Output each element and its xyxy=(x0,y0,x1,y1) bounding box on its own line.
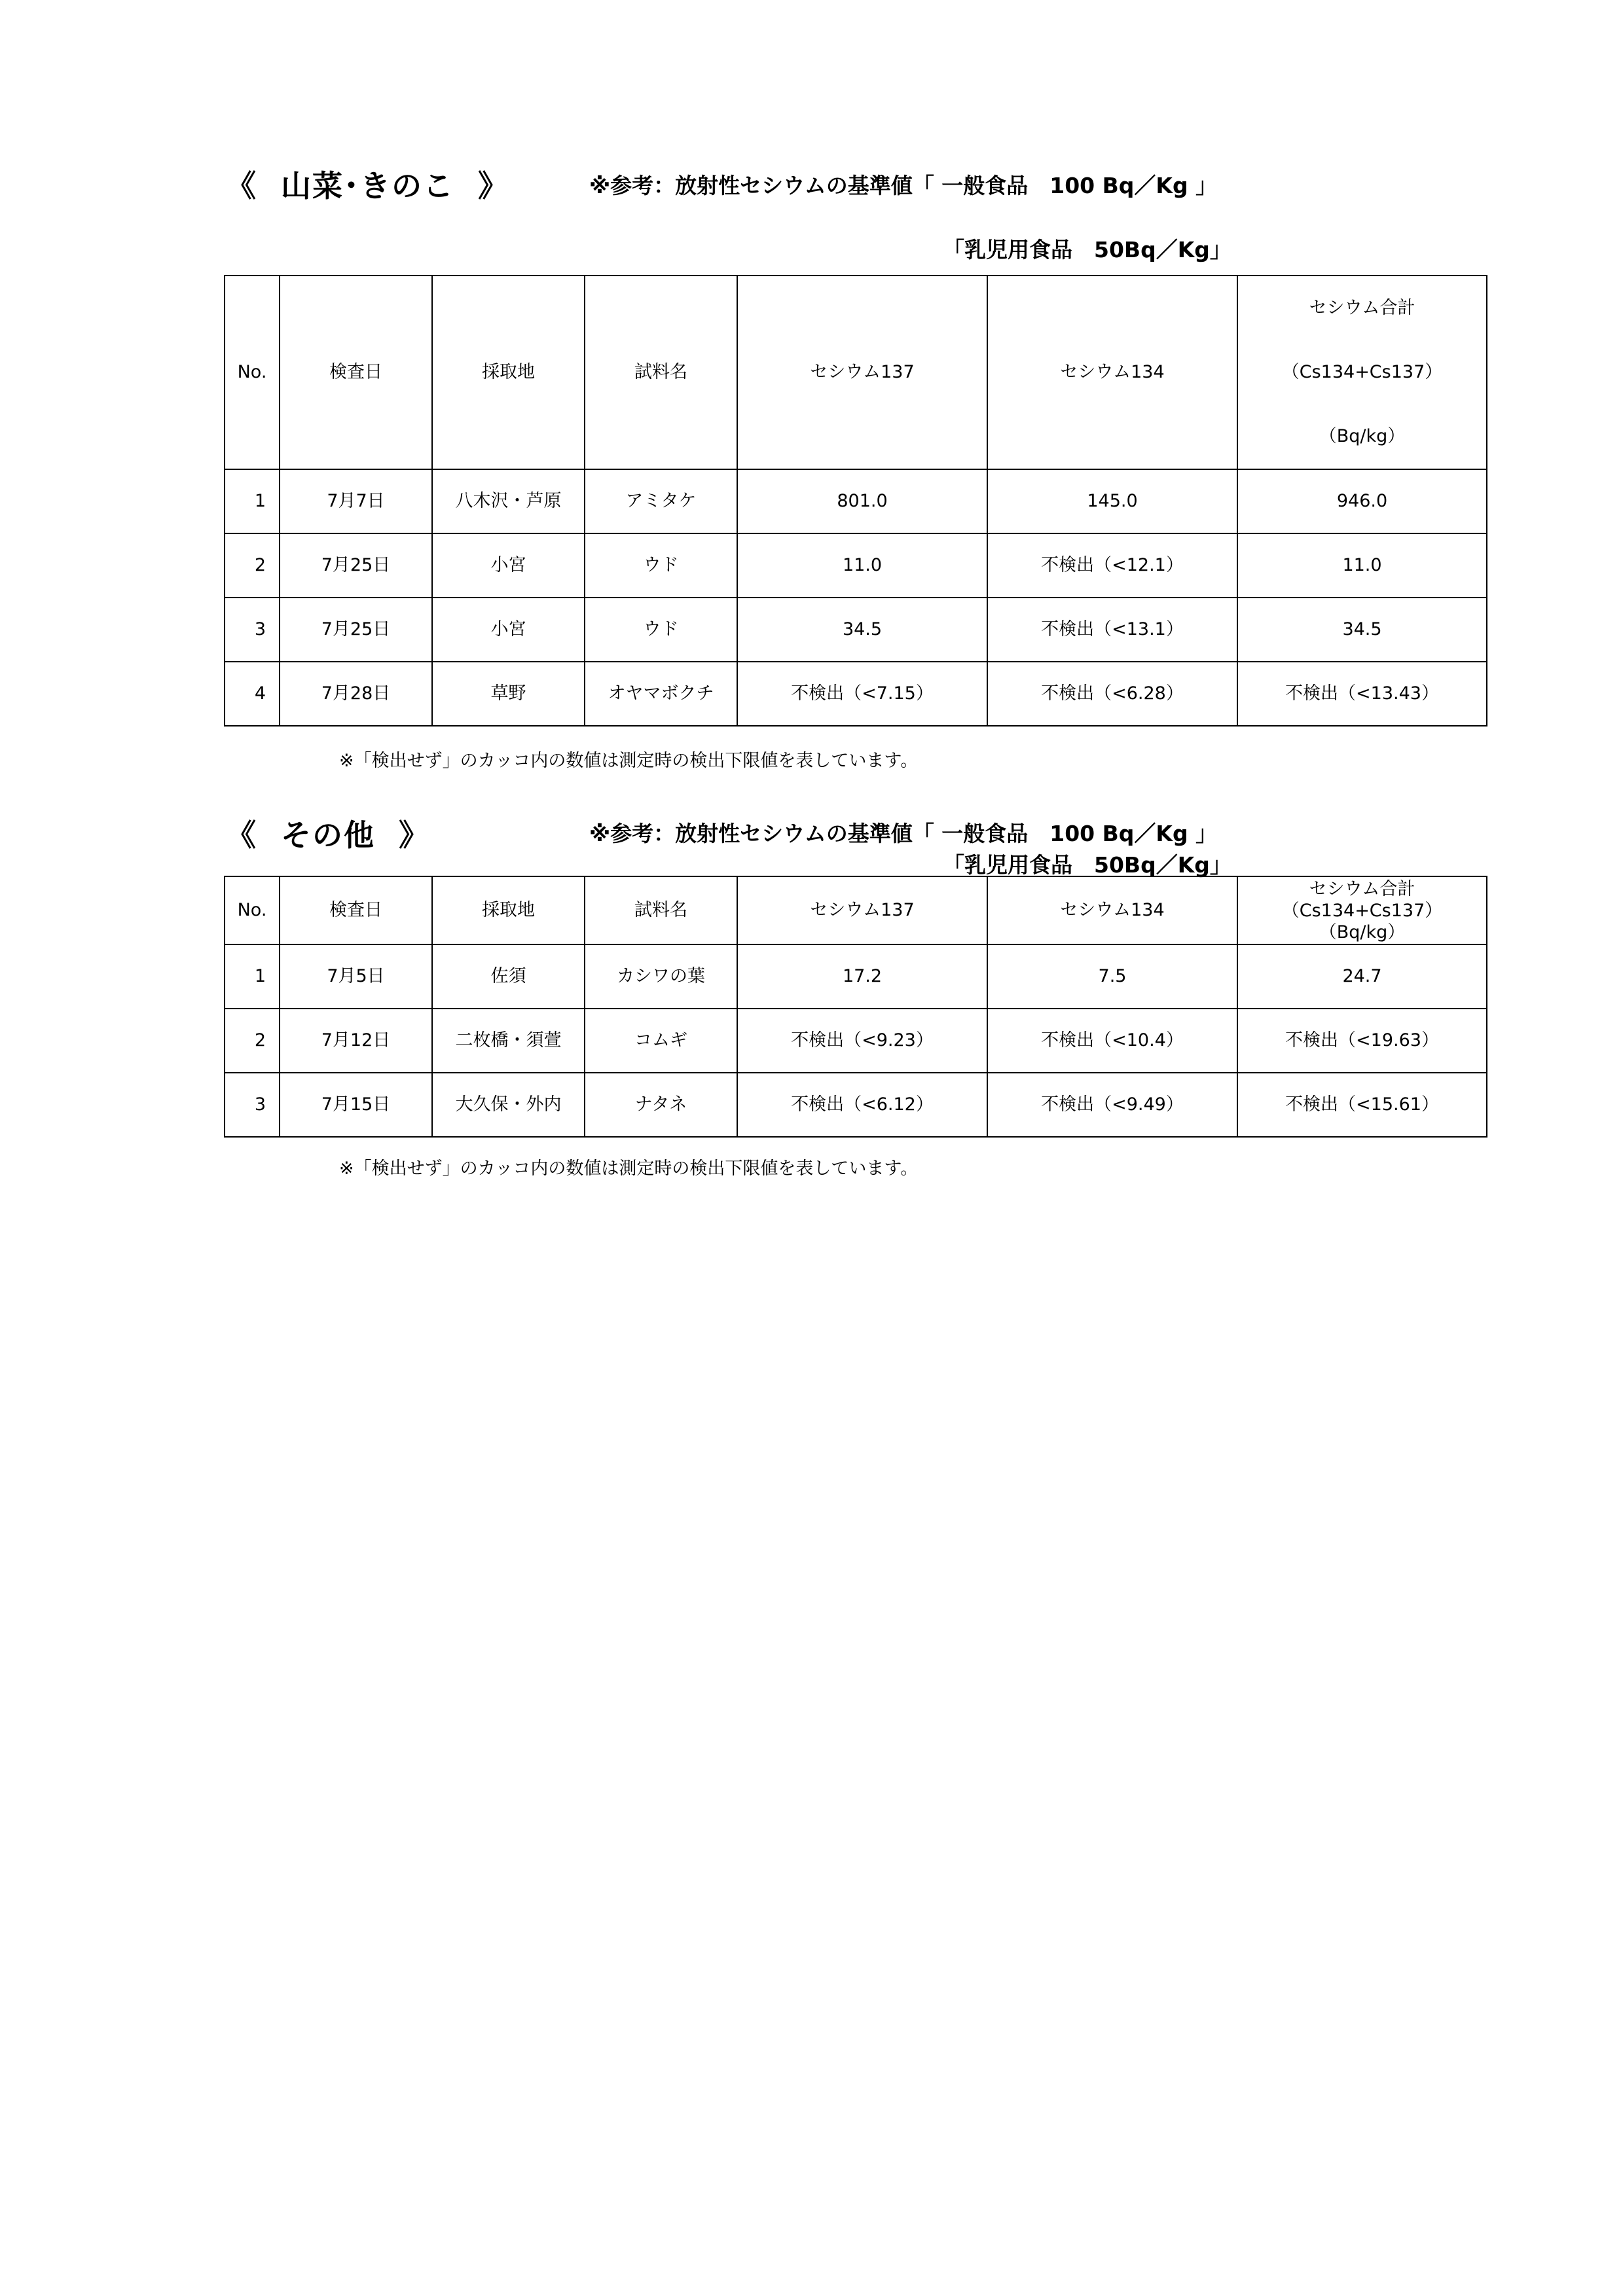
cell-cs137: 801.0 xyxy=(737,469,987,533)
cell-cs134: 7.5 xyxy=(987,944,1237,1009)
header-total xyxy=(1237,876,1487,944)
header-place: 採取地 xyxy=(432,876,585,944)
cell-date: 7月12日 xyxy=(280,1009,432,1073)
header-cs134: セシウム134 xyxy=(987,876,1237,944)
cell-cs137: 11.0 xyxy=(737,533,987,598)
section1-reference-line2: 「乳児用食品 50Bq／Kg」 xyxy=(943,237,1231,262)
section2-note: ※「検出せず」のカッコ内の数値は測定時の検出下限値を表しています。 xyxy=(339,1158,919,1179)
cell-place: 大久保・外内 xyxy=(432,1073,585,1137)
header-sample: 試料名 xyxy=(585,276,737,469)
section1-reference-line1: ※参考：放射性セシウムの基準値「 一般食品 100 Bq／Kg 」 xyxy=(589,173,1218,198)
cell-date: 7月15日 xyxy=(280,1073,432,1137)
header-total-line2: （Cs134+Cs137） xyxy=(1281,900,1443,921)
header-total xyxy=(1237,276,1487,469)
cell-cs137: 不検出（<7.15） xyxy=(737,662,987,726)
section1-title: 《 山菜･きのこ 》 xyxy=(226,168,510,204)
cell-cs134: 不検出（<6.28） xyxy=(987,662,1237,726)
cell-no: 2 xyxy=(225,533,280,598)
cell-no: 2 xyxy=(225,1009,280,1073)
header-date: 検査日 xyxy=(280,876,432,944)
cell-sample: オヤマボクチ xyxy=(585,662,737,726)
section1-table xyxy=(224,275,1487,726)
cell-date: 7月7日 xyxy=(280,469,432,533)
cell-no: 1 xyxy=(225,469,280,533)
cell-no: 1 xyxy=(225,944,280,1009)
section2-header-row xyxy=(225,876,1487,944)
cell-date: 7月25日 xyxy=(280,598,432,662)
section2-title: 《 その他 》 xyxy=(226,817,431,853)
cell-place: 佐須 xyxy=(432,944,585,1009)
cell-no: 4 xyxy=(225,662,280,726)
header-cs137: セシウム137 xyxy=(737,876,987,944)
cell-sample: アミタケ xyxy=(585,469,737,533)
cell-total: 不検出（<19.63） xyxy=(1237,1009,1487,1073)
cell-cs137: 34.5 xyxy=(737,598,987,662)
cell-total: 24.7 xyxy=(1237,944,1487,1009)
header-cs137: セシウム137 xyxy=(737,276,987,469)
cell-cs134: 不検出（<12.1） xyxy=(987,533,1237,598)
cell-date: 7月25日 xyxy=(280,533,432,598)
cell-total: 34.5 xyxy=(1237,598,1487,662)
cell-cs134: 不検出（<13.1） xyxy=(987,598,1237,662)
cell-cs134: 145.0 xyxy=(987,469,1237,533)
cell-no: 3 xyxy=(225,1073,280,1137)
cell-sample: ナタネ xyxy=(585,1073,737,1137)
cell-no: 3 xyxy=(225,598,280,662)
header-place: 採取地 xyxy=(432,276,585,469)
cell-place: 八木沢・芦原 xyxy=(432,469,585,533)
header-total-line1: セシウム合計 xyxy=(1309,298,1415,318)
cell-total: 不検出（<15.61） xyxy=(1237,1073,1487,1137)
cell-place: 小宮 xyxy=(432,598,585,662)
header-no: No. xyxy=(225,876,280,944)
table-row xyxy=(225,1073,1487,1137)
header-date: 検査日 xyxy=(280,276,432,469)
cell-cs137: 17.2 xyxy=(737,944,987,1009)
cell-sample: コムギ xyxy=(585,1009,737,1073)
cell-date: 7月5日 xyxy=(280,944,432,1009)
cell-total: 946.0 xyxy=(1237,469,1487,533)
cell-total: 不検出（<13.43） xyxy=(1237,662,1487,726)
table-row xyxy=(225,469,1487,533)
header-total-line1: セシウム合計 xyxy=(1309,878,1415,899)
cell-cs137: 不検出（<6.12） xyxy=(737,1073,987,1137)
cell-place: 草野 xyxy=(432,662,585,726)
header-total-line3: （Bq/kg） xyxy=(1319,426,1406,446)
header-total-line2: （Cs134+Cs137） xyxy=(1281,362,1443,382)
cell-cs137: 不検出（<9.23） xyxy=(737,1009,987,1073)
cell-cs134: 不検出（<9.49） xyxy=(987,1073,1237,1137)
header-total-line3: （Bq/kg） xyxy=(1319,922,1406,942)
table-row xyxy=(225,1009,1487,1073)
cell-sample: ウド xyxy=(585,533,737,598)
cell-total: 11.0 xyxy=(1237,533,1487,598)
cell-date: 7月28日 xyxy=(280,662,432,726)
cell-sample: カシワの葉 xyxy=(585,944,737,1009)
header-sample: 試料名 xyxy=(585,876,737,944)
header-cs134: セシウム134 xyxy=(987,276,1237,469)
table-row xyxy=(225,598,1487,662)
section1-header-row xyxy=(225,276,1487,469)
cell-sample: ウド xyxy=(585,598,737,662)
cell-place: 小宮 xyxy=(432,533,585,598)
table-row xyxy=(225,662,1487,726)
section1-note: ※「検出せず」のカッコ内の数値は測定時の検出下限値を表しています。 xyxy=(339,751,919,771)
section2-reference-line2: 「乳児用食品 50Bq／Kg」 xyxy=(943,852,1231,878)
section2-reference-line1: ※参考：放射性セシウムの基準値「 一般食品 100 Bq／Kg 」 xyxy=(589,821,1218,846)
table-row xyxy=(225,944,1487,1009)
header-no: No. xyxy=(225,276,280,469)
cell-cs134: 不検出（<10.4） xyxy=(987,1009,1237,1073)
cell-place: 二枚橋・須萱 xyxy=(432,1009,585,1073)
table-row xyxy=(225,533,1487,598)
section2-table xyxy=(224,876,1487,1138)
